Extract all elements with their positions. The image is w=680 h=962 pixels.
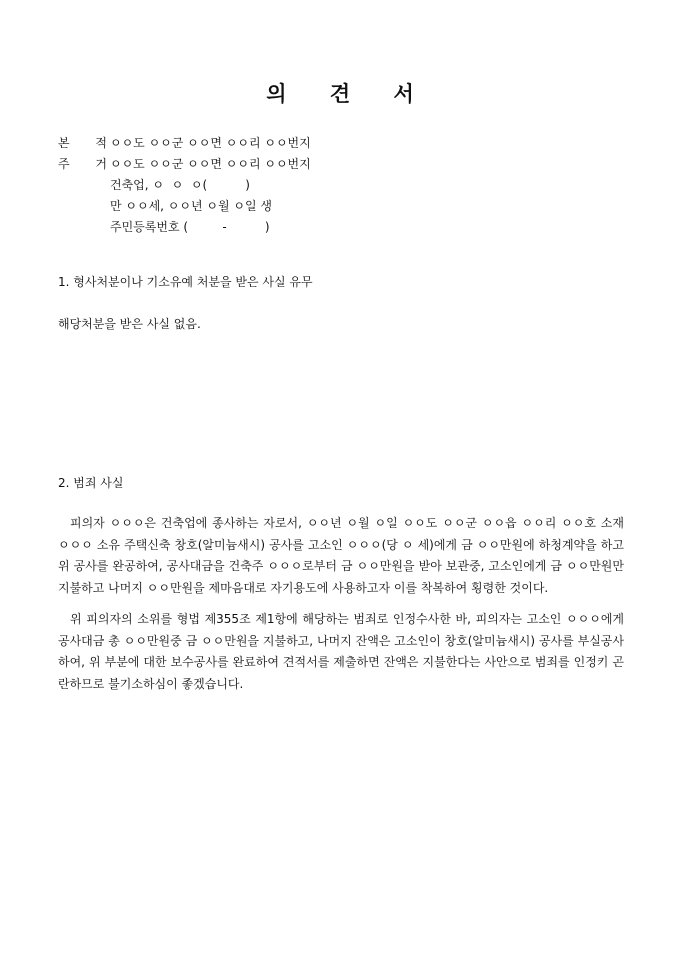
address-label: 주 거 [58,157,107,171]
document-title: 의 견 서 [266,81,432,106]
domicile-row [58,133,311,154]
section1-heading: 1. 형사처분이나 기소유예 처분을 받은 사실 유무 [58,275,313,289]
section1-body: 해당처분을 받은 사실 없음. [58,317,201,331]
section2-paragraph-1: 피의자 ㅇㅇㅇ은 건축업에 종사하는 자로서, ㅇㅇ년 ㅇ월 ㅇ일 ㅇㅇ도 ㅇㅇ군 ㅇㅇ읍 ㅇㅇ리 ㅇㅇ호 소재 ㅇㅇㅇ 소유 주택신축 창호(알미늄새시) 공사를 고소인 ㅇㅇㅇ(당 ㅇ 세)에게 금 ㅇㅇ만원에 하청계약을 하고 위 공사를 완공하여, 공사대금을 건축주 ㅇㅇㅇ로부터 금 ㅇㅇ만원을 받아 보관중, 고소인에게 금 ㅇㅇ만원만 지불하고 나머지 ㅇㅇ만원을 제마음대로 자기용도에 사용하고자 이를 착복하여 횡령한 것이다. [58,516,624,595]
section2-paragraph-2: 위 피의자의 소위를 형법 제355조 제1항에 해당하는 범죄로 인정수사한 바, 피의자는 고소인 ㅇㅇㅇ에게 공사대금 총 ㅇㅇ만원중 금 ㅇㅇ만원을 지불하고, 나머지 잔액은 고소인이 창호(알미늄새시) 공사를 부실공사하여, 위 부분에 대한 보수공사를 완료하여 견적서를 제출하면 잔액은 지불한다는 사안으로 범죄를 인정키 곤란하므로 불기소하심이 좋겠습니다. [58,612,624,691]
age-line: 만 ㅇㅇ세, ㅇㅇ년 ㅇ월 ㅇ일 생 [110,199,272,213]
address-row [58,154,311,175]
personal-info-block [58,133,311,238]
occupation-line: 건축업, ㅇ ㅇ ㅇ( ) [110,178,250,192]
domicile-label: 본 적 [58,136,107,150]
domicile-value: ㅇㅇ도 ㅇㅇ군 ㅇㅇ면 ㅇㅇ리 ㅇㅇ번지 [110,136,311,150]
resident-number-line: 주민등록번호 ( - ) [110,220,270,234]
section2-heading: 2. 범죄 사실 [58,476,124,490]
address-value: ㅇㅇ도 ㅇㅇ군 ㅇㅇ면 ㅇㅇ리 ㅇㅇ번지 [110,157,311,171]
